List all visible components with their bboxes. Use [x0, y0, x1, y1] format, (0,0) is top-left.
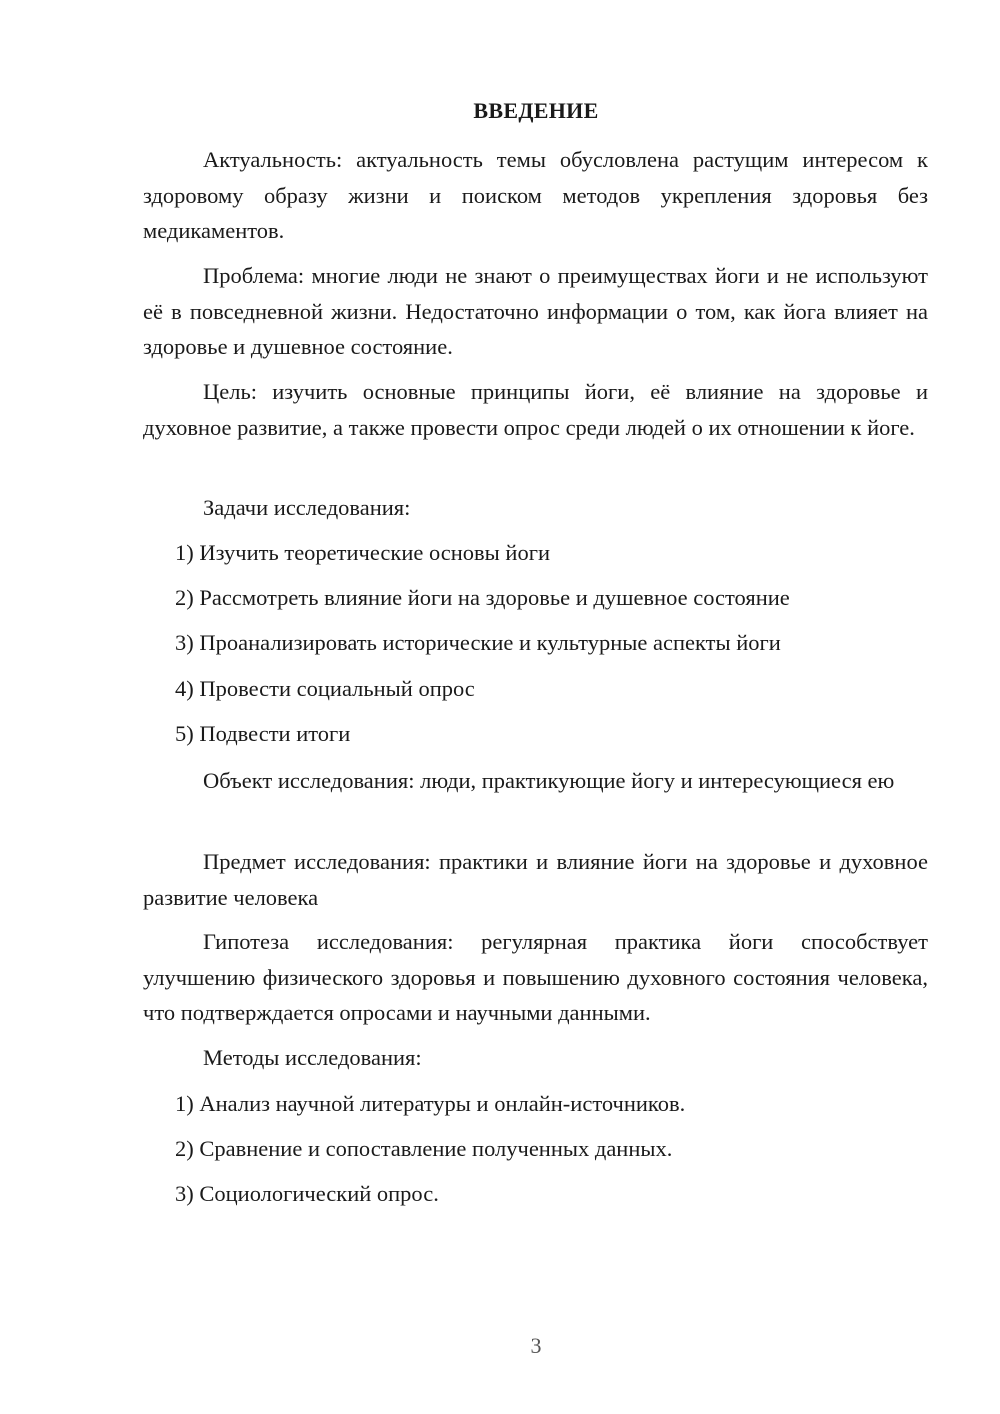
methods-heading: Методы исследования: [203, 1045, 422, 1070]
page-number: 3 [530, 1333, 542, 1358]
tasks-heading: Задачи исследования: [203, 495, 411, 520]
paragraph-goal: Цель: изучить основные принципы йоги, её влияние на здоровье и духовное развитие, а также провести опрос среди людей о их отношении к йоге. [143, 379, 928, 440]
paragraph-relevance: Актуальность: актуальность темы обусловлена растущим интересом к здоровому образу жизни и поиском методов укрепления здоровья без медикаментов. [143, 147, 928, 243]
task-item-1: 1) Изучить теоретические основы йоги [175, 540, 550, 565]
task-item-4: 4) Провести социальный опрос [175, 676, 475, 701]
method-item-2: 2) Сравнение и сопоставление полученных данных. [175, 1136, 673, 1161]
paragraph-object: Объект исследования: люди, практикующие йогу и интересующиеся ею [203, 768, 895, 793]
page-title: ВВЕДЕНИЕ [473, 98, 599, 123]
task-item-3: 3) Проанализировать исторические и культурные аспекты йоги [175, 630, 781, 655]
task-item-2: 2) Рассмотреть влияние йоги на здоровье и душевное состояние [175, 585, 790, 610]
method-item-3: 3) Социологический опрос. [175, 1181, 439, 1206]
task-item-5: 5) Подвести итоги [175, 721, 351, 746]
paragraph-problem: Проблема: многие люди не знают о преимуществах йоги и не используют её в повседневной жизни. Недостаточно информации о том, как йога влияет на здоровье и душевное состояние. [143, 263, 928, 359]
paragraph-subject: Предмет исследования: практики и влияние йоги на здоровье и духовное развитие человека [143, 849, 928, 910]
paragraph-hypothesis: Гипотеза исследования: регулярная практика йоги способствует улучшению физического здоровья и повышению духовного состояния человека, что подтверждается опросами и научными данными. [143, 929, 928, 1025]
method-item-1: 1) Анализ научной литературы и онлайн-источников. [175, 1091, 686, 1116]
